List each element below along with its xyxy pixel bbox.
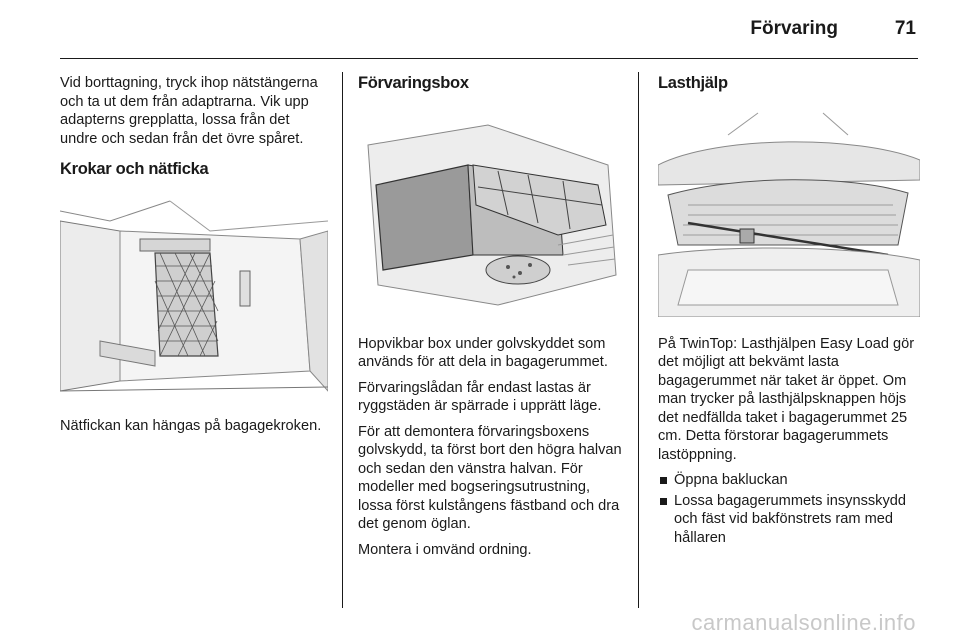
load-assist-steps [658, 471, 922, 547]
storage-box-illustration [358, 105, 624, 317]
bullet-square-icon [660, 477, 667, 484]
intro-text: Vid borttagning, tryck ihop nätstängerna och ta ut dem från adaptrarna. Vik upp adapterns grepplatta, lossa från det undre och sedan från det övre spåret. [60, 75, 318, 147]
storage-paragraph-4: Montera i omvänd ordning. [358, 541, 532, 558]
bullet-square-icon [660, 498, 667, 505]
watermark: carmanualsonline.info [691, 610, 916, 635]
page-number: 71 [894, 18, 916, 39]
list-item: Öppna bakluckan [658, 471, 922, 490]
column-divider-2 [638, 72, 639, 608]
list-item: Lossa bagagerummets insynsskydd och fäst vid bakfönstrets ram med hållaren [658, 492, 922, 548]
section-title: Förvaring [750, 18, 838, 39]
storage-paragraph-3: För att demontera förvaringsboxens golvskydd, ta först bort den högra halvan och sedan den vänstra halvan. För modeller med bogseringsutrustning, lossa först kulstångens fästband och dra det genom öglan. [358, 423, 622, 532]
header-divider [60, 58, 918, 59]
column-2 [358, 74, 624, 566]
heading-load-assist: Lasthjälp [658, 74, 728, 92]
column-3 [658, 74, 922, 549]
storage-paragraph-1: Hopvikbar box under golvskyddet som används för att dela in bagagerummet. [358, 335, 608, 370]
load-assist-illustration [658, 105, 920, 317]
net-caption: Nätfickan kan hängas på bagagekroken. [60, 417, 322, 434]
heading-hooks-net: Krokar och nätficka [60, 160, 209, 178]
column-1 [60, 74, 328, 442]
storage-paragraph-2: Förvaringslådan får endast lastas är ryggstäden är spärrade i upprätt läge. [358, 379, 602, 414]
load-assist-paragraph: På TwinTop: Lasthjälpen Easy Load gör det möjligt att bekvämt lasta bagagerummet när taket är öppet. Om man trycker på lasthjälpsknappen höjs det nedfällda taket i bagagerummet 25 cm. Detta förstorar bagagerummets lastöppning. [658, 335, 915, 463]
heading-storage-box: Förvaringsbox [358, 74, 469, 92]
column-divider-1 [342, 72, 343, 608]
net-pocket-illustration [60, 191, 328, 399]
